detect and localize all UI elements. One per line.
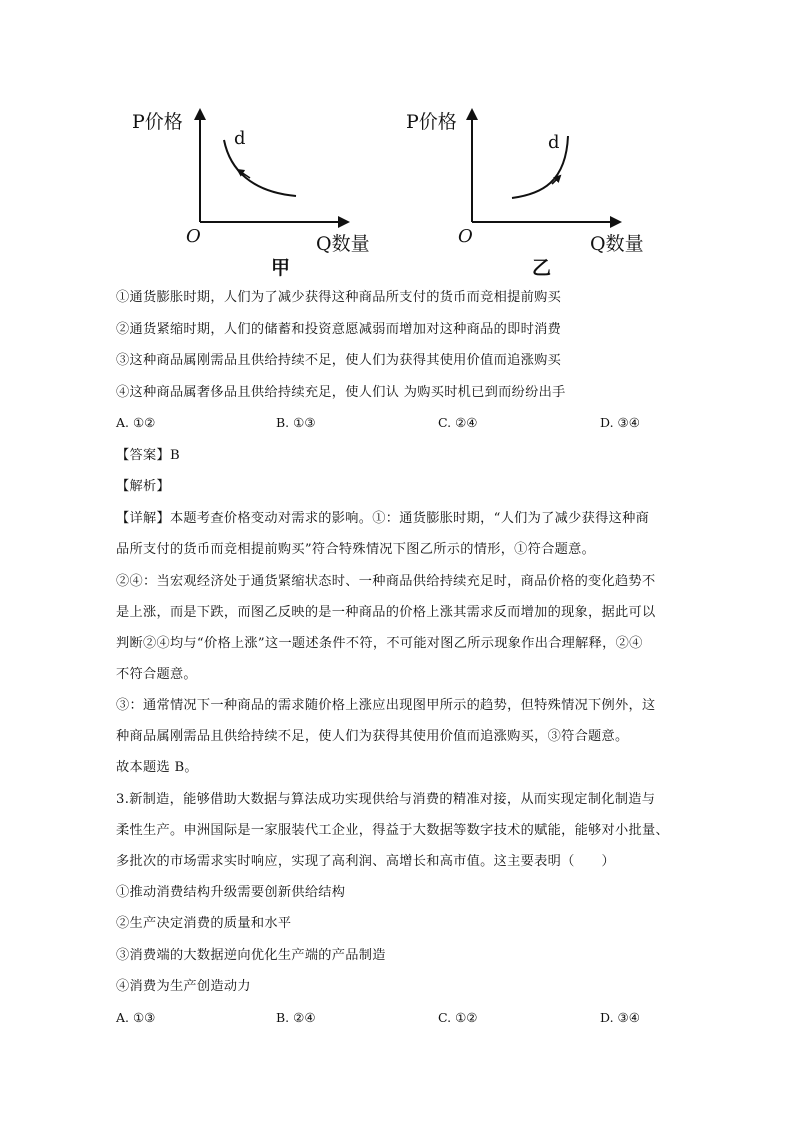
graph-caption: 甲	[271, 257, 291, 279]
q3-option-c[interactable]: C. ①②	[438, 1010, 478, 1025]
curve-label: d	[234, 128, 246, 149]
graph-jia-svg	[130, 108, 390, 280]
graph-yi	[402, 108, 662, 280]
x-axis-arrow	[338, 216, 350, 228]
q3-options	[116, 1010, 676, 1030]
q2-option-d[interactable]: D. ③④	[600, 415, 640, 430]
y-axis-arrow	[194, 108, 206, 120]
q2-analysis-line: 是上涨，而是下跌，而图乙反映的是一种商品的价格上涨其需求反而增加的现象，据此可以	[116, 605, 656, 620]
q2-analysis-line: 不符合题意。	[116, 667, 197, 682]
y-axis-label: P价格	[406, 111, 457, 133]
q2-statement-4: ④这种商品属奢侈品且供给持续充足，使人们认 为购买时机已到而纷纷出手	[116, 385, 566, 400]
graph-jia	[130, 108, 390, 280]
q3-statement-1: ①推动消费结构升级需要创新供给结构	[116, 885, 346, 900]
q2-statement-3: ③这种商品属刚需品且供给持续不足，使人们为获得其使用价值而追涨购买	[116, 353, 562, 368]
curve-label: d	[548, 132, 560, 153]
q3-stem-line: 3.新制造，能够借助大数据与算法成功实现供给与消费的精准对接，从而实现定制化制造与	[116, 792, 656, 807]
q2-option-a[interactable]: A. ①②	[116, 415, 156, 430]
graph-yi-svg	[402, 108, 662, 280]
q3-statement-4: ④消费为生产创造动力	[116, 979, 251, 994]
q2-analysis-line: 品所支付的货币而竞相提前购买”符合特殊情况下图乙所示的情形，①符合题意。	[116, 542, 596, 557]
x-axis-label: Q数量	[316, 233, 370, 255]
y-axis-arrow	[466, 108, 478, 120]
x-axis-arrow	[610, 216, 622, 228]
origin-label: O	[458, 226, 473, 247]
q3-statement-2: ②生产决定消费的质量和水平	[116, 916, 292, 931]
q2-analysis-line: 判断②④均与“价格上涨”这一题述条件不符，不可能对图乙所示现象作出合理解释，②④	[116, 636, 643, 651]
x-axis-label: Q数量	[590, 233, 644, 255]
q3-option-a[interactable]: A. ①③	[116, 1010, 156, 1025]
q2-option-b[interactable]: B. ①③	[276, 415, 316, 430]
q2-option-c[interactable]: C. ②④	[438, 415, 478, 430]
q2-analysis-line: 【详解】本题考查价格变动对需求的影响。①：通货膨胀时期，“人们为了减少获得这种商	[116, 511, 650, 526]
q3-option-b[interactable]: B. ②④	[276, 1010, 316, 1025]
y-axis-label: P价格	[132, 111, 183, 133]
q2-analysis-title: 【解析】	[116, 479, 170, 494]
demand-curve	[512, 136, 568, 198]
q3-option-d[interactable]: D. ③④	[600, 1010, 640, 1025]
origin-label: O	[186, 226, 201, 247]
q2-statement-1: ①通货膨胀时期，人们为了减少获得这种商品所支付的货币而竞相提前购买	[116, 290, 562, 305]
q3-stem-line: 柔性生产。申洲国际是一家服装代工企业，得益于大数据等数字技术的赋能，能够对小批量、	[116, 823, 669, 838]
q2-statement-2: ②通货紧缩时期，人们的储蓄和投资意愿减弱而增加对这种商品的即时消费	[116, 322, 562, 337]
q2-analysis-line: ②④：当宏观经济处于通货紧缩状态时、一种商品供给持续充足时，商品价格的变化趋势不	[116, 574, 656, 589]
graph-caption: 乙	[532, 257, 552, 279]
q2-analysis-line: ③：通常情况下一种商品的需求随价格上涨应出现图甲所示的趋势，但特殊情况下例外，这	[116, 698, 656, 713]
q3-statement-3: ③消费端的大数据逆向优化生产端的产品制造	[116, 948, 386, 963]
q2-analysis-line: 种商品属刚需品且供给持续不足，使人们为获得其使用价值而追涨购买，③符合题意。	[116, 729, 629, 744]
q2-answer: 【答案】B	[116, 448, 180, 463]
q3-stem-line: 多批次的市场需求实时响应，实现了高利润、高增长和高市值。这主要表明（ ）	[116, 854, 616, 869]
q2-analysis-line: 故本题选 B。	[116, 760, 198, 775]
q2-options	[116, 415, 676, 435]
